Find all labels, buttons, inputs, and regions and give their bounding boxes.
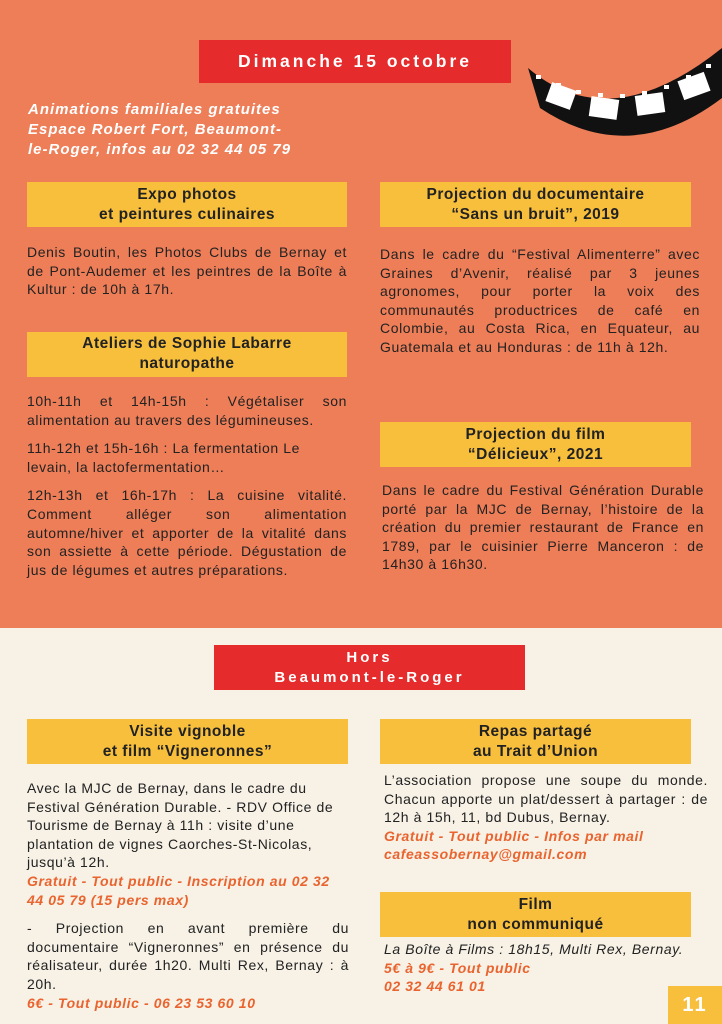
heading-line: “Sans un bruit”, 2019 — [451, 206, 620, 223]
repas-text — [384, 771, 708, 864]
documentaire-text: Dans le cadre du “Festival Alimenterre” avec Graines d’Avenir, réalisé par 3 jeunes agronomes, pour porter la voix des communautés productrices de café en Colombie, au Costa Rica, en Equateur, au Guatemala et au Honduras : de 11h à 12h. — [380, 246, 700, 355]
hors-banner — [214, 645, 525, 690]
film-price: 5€ à 9€ - Tout public — [384, 959, 531, 976]
heading-line: “Délicieux”, 2021 — [467, 446, 604, 463]
ateliers-paragraph: 12h-13h et 16h-17h : La cuisine vitalité. Comment alléger son alimentation automne/hiver et apporter de la vitalité dans son assiette à cette période. Dégustation de jus de légumes et autres préparations. — [27, 487, 347, 578]
repas-highlight: Gratuit - Tout public - Infos par mail cafeassobernay@gmail.com — [384, 827, 644, 863]
heading-line: naturopathe — [139, 355, 235, 372]
vignoble-highlight: 6€ - Tout public - 06 23 53 60 10 — [27, 994, 256, 1011]
heading-line: Projection du film — [465, 426, 606, 443]
film-text — [384, 940, 704, 996]
film-heading — [380, 892, 691, 937]
delicieux-heading — [380, 422, 691, 467]
film-strip-icon — [520, 28, 722, 138]
vignoble-paragraph: - Projection en avant première du documentaire “Vigneronnes” en présence du réalisateur, durée 1h20. Multi Rex, Bernay : à 20h. — [27, 920, 349, 992]
page-number: 11 — [668, 986, 722, 1024]
repas-paragraph: L’association propose une soupe du monde. Chacun apporte un plat/dessert à partager : de 12h à 15h, 11, bd Dubus, Bernay. — [384, 772, 708, 826]
heading-line: Ateliers de Sophie Labarre — [82, 335, 292, 352]
heading-line: Repas partagé — [478, 723, 593, 740]
intro-line: le-Roger, infos au 02 32 44 05 79 — [28, 141, 292, 158]
film-phone: 02 32 44 61 01 — [384, 978, 486, 995]
vignoble-text — [27, 779, 349, 1012]
ateliers-text — [27, 392, 347, 579]
heading-line: au Trait d’Union — [472, 743, 599, 760]
banner-line: Beaumont-le-Roger — [274, 669, 465, 686]
date-banner: Dimanche 15 octobre — [199, 40, 511, 83]
vignoble-heading — [27, 719, 348, 764]
heading-line: et film “Vigneronnes” — [102, 743, 273, 760]
banner-line: Hors — [346, 649, 393, 666]
film-info: La Boîte à Films : 18h15, Multi Rex, Bernay. — [384, 941, 684, 957]
heading-line: Expo photos — [137, 186, 237, 203]
intro-text — [28, 100, 358, 160]
heading-line: Visite vignoble — [129, 723, 246, 740]
documentaire-heading — [380, 182, 691, 227]
ateliers-heading — [27, 332, 347, 377]
intro-line: Animations familiales gratuites — [28, 101, 281, 118]
heading-line: non communiqué — [467, 916, 604, 933]
repas-heading — [380, 719, 691, 764]
heading-line: Film — [518, 896, 553, 913]
ateliers-paragraph: 10h-11h et 14h-15h : Végétaliser son alimentation au travers des légumineuses. — [27, 393, 347, 428]
expo-heading — [27, 182, 347, 227]
vignoble-highlight: Gratuit - Tout public - Inscription au 02 32 44 05 79 (15 pers max) — [27, 872, 330, 908]
expo-text: Denis Boutin, les Photos Clubs de Bernay et de Pont-Audemer et les peintres de la Boîte à Kultur : de 10h à 17h. — [27, 244, 347, 298]
intro-line: Espace Robert Fort, Beaumont- — [28, 121, 283, 138]
delicieux-text: Dans le cadre du Festival Génération Durable porté par la MJC de Bernay, l’histoire de la création du premier restaurant de France en 1789, par le cuisinier Pierre Manceron : de 14h30 à 16h30. — [382, 482, 704, 573]
heading-line: et peintures culinaires — [98, 206, 276, 223]
ateliers-paragraph: 11h-12h et 15h-16h : La fermentation Le levain, la lactofermentation… — [27, 440, 300, 475]
vignoble-paragraph: Avec la MJC de Bernay, dans le cadre du Festival Génération Durable. - RDV Office de Tourisme de Bernay à 11h : visite d’une plantation de vignes Caorches-St-Nicolas, jusqu’à 12h. — [27, 780, 334, 871]
heading-line: Projection du documentaire — [426, 186, 645, 203]
